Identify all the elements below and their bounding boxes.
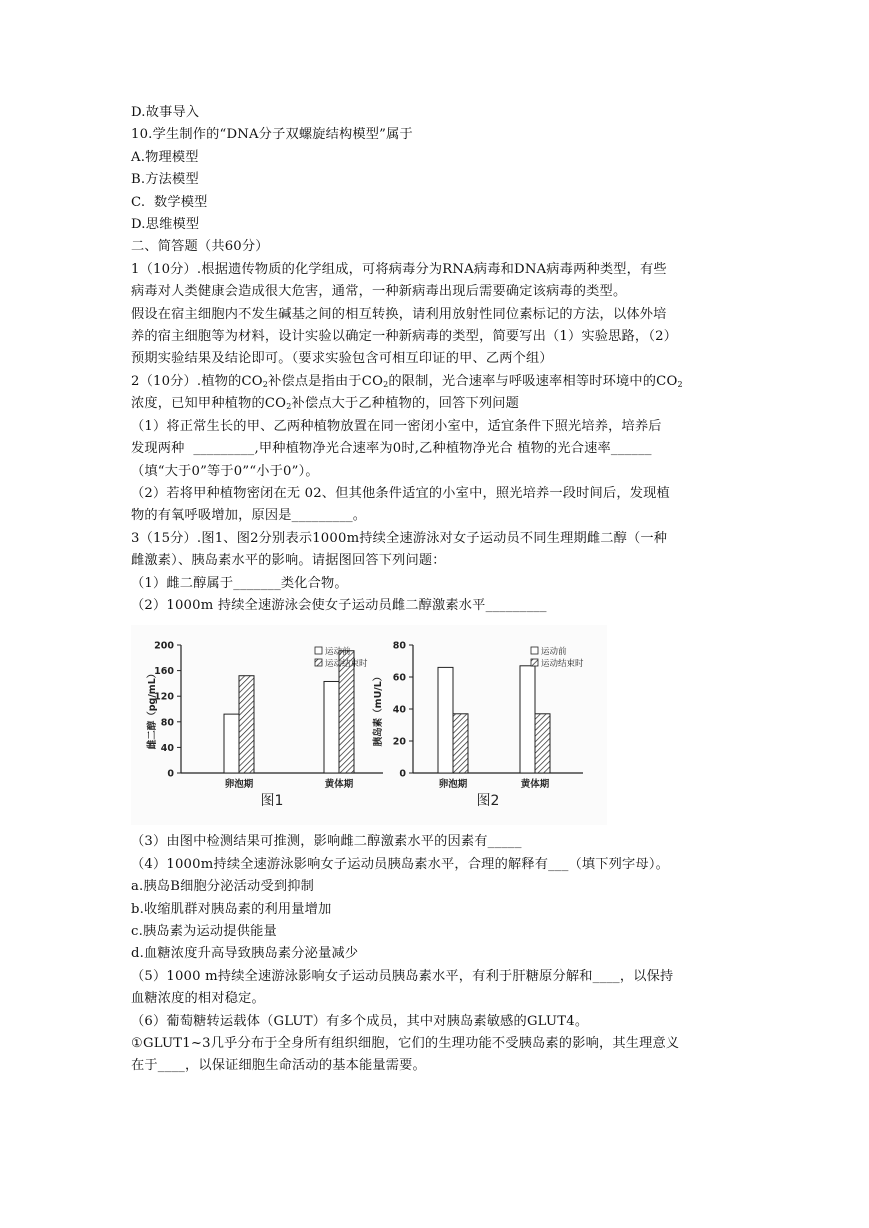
text-line: 血糖浓度的相对稳定。	[131, 991, 265, 1007]
y-tick-label: 20	[392, 736, 406, 748]
legend-label: 运动前	[541, 647, 567, 658]
x-category-label: 卵泡期	[224, 779, 254, 791]
y-tick-label: 80	[392, 640, 406, 652]
figure-charts	[131, 625, 607, 825]
text-line: （6）葡萄糖转运载体（GLUT）有多个成员，其中对胰岛素敏感的GLUT4。	[131, 1013, 589, 1029]
option-d: d.血糖浓度升高导致胰岛素分泌量减少	[131, 946, 359, 962]
text-block-top	[131, 102, 741, 371]
option-b: B.方法模型	[131, 172, 199, 188]
legend-swatch	[531, 659, 538, 666]
text-line: （5）1000 m持续全速游泳影响女子运动员胰岛素水平，有利于肝糖原分解和____，以保持	[131, 968, 674, 984]
text-line: 3（15分）.图1、图2分别表示1000m持续全速游泳对女子运动员不同生理期雌二醇（一种	[131, 530, 668, 546]
legend-label: 运动前	[325, 647, 351, 658]
document-page	[131, 102, 741, 1078]
question-10: 10.学生制作的“DNA分子双螺旋结构模型”属于	[131, 127, 413, 143]
text-line: 雌激素）、胰岛素水平的影响。请据图回答下列问题：	[131, 553, 446, 569]
text-line: D.故事导入	[131, 105, 200, 120]
text-line: （填“大于0”等于0”“小于0”）。	[131, 463, 319, 479]
text-line: 养的宿主细胞等为材料，设计实验以确定一种新病毒的类型，简要写出（1）实验思路，（2）	[131, 329, 678, 345]
bar-after	[339, 651, 354, 773]
text-line: ①GLUT1~3几乎分布于全身所有组织细胞，它们的生理功能不受胰岛素的影响，其生理意义	[131, 1036, 680, 1051]
question-2-block	[131, 371, 741, 617]
bar-before	[438, 668, 453, 774]
legend-label: 运动结束时	[325, 659, 368, 670]
figure-title: 图2	[476, 793, 500, 810]
y-tick-label: 0	[167, 768, 174, 780]
bar-after	[239, 676, 254, 773]
text-line: （1）将正常生长的甲、乙两种植物放置在同一密闭小室中，适宜条件下照光培养，培养后	[131, 418, 662, 434]
text-line: 1（10分）.根据遗传物质的化学组成，可将病毒分为RNA病毒和DNA病毒两种类型，有些	[131, 261, 667, 277]
y-tick-label: 0	[399, 768, 406, 780]
option-c: C. 数学模型	[131, 194, 208, 210]
text-line: （2）若将甲种植物密闭在无 02、但其他条件适宜的小室中，照光培养一段时间后，发现植	[131, 485, 670, 501]
y-tick-label: 60	[392, 672, 406, 684]
option-a: a.胰岛B细胞分泌活动受到抑制	[131, 879, 314, 895]
text-line: 假设在宿主细胞内不发生碱基之间的相互转换，请利用放射性同位素标记的方法，以体外培	[131, 306, 667, 322]
legend-swatch	[315, 647, 322, 654]
option-a: A.物理模型	[131, 149, 199, 165]
legend-label: 运动结束时	[541, 659, 584, 670]
option-d: D.思维模型	[131, 217, 200, 233]
bar-before	[520, 666, 535, 773]
text-line: （3）由图中检测结果可推测，影响雌二醇激素水平的因素有_____	[131, 834, 522, 850]
legend-swatch	[315, 659, 322, 666]
section-heading: 二、简答题（共60分）	[131, 239, 269, 255]
bar-after	[535, 714, 550, 773]
text-line: （4）1000m持续全速游泳影响女子运动员胰岛素水平，合理的解释有___（填下列字母）。	[131, 856, 669, 872]
option-b: b.收缩肌群对胰岛素的利用量增加	[131, 901, 332, 917]
text-line: 2（10分）.植物的$CO_2$补偿点是指由于$CO_2$的限制，光合速率与呼吸速率相等时环境中的$CO_2$	[131, 373, 683, 389]
option-c: c.胰岛素为运动提供能量	[131, 923, 277, 939]
y-tick-label: 200	[154, 640, 174, 652]
legend-swatch	[531, 647, 538, 654]
charts-svg	[131, 625, 607, 825]
y-tick-label: 120	[154, 692, 174, 704]
figure-title: 图1	[260, 793, 284, 810]
x-category-label: 卵泡期	[438, 779, 468, 791]
text-line: 预期实验结果及结论即可。（要求实验包含可相互印证的甲、乙两个组）	[131, 351, 553, 367]
y-axis-label: 胰岛素（mU/L）	[373, 672, 384, 747]
bar-before	[224, 714, 239, 773]
text-line: 物的有氧呼吸增加，原因是_________。	[131, 508, 367, 524]
y-tick-label: 160	[154, 666, 174, 678]
text-line: 浓度，已知甲种植物的$CO_2$补偿点大于乙种植物的，回答下列问题	[131, 396, 520, 412]
x-category-label: 黄体期	[520, 779, 550, 791]
text-line: （1）雌二醇属于_______类化合物。	[131, 575, 348, 591]
text-line: （2）1000m 持续全速游泳会使女子运动员雌二醇激素水平_________	[131, 597, 547, 613]
bar-after	[453, 714, 468, 773]
text-block-bottom	[131, 831, 741, 1077]
bar-before	[324, 682, 339, 774]
y-tick-label: 40	[392, 704, 406, 716]
text-line: 发现两种 _________,甲种植物净光合速率为0时,乙种植物净光合 植物的光合速率______	[131, 441, 652, 457]
text-line: 在于____，以保证细胞生命活动的基本能量需要。	[131, 1058, 426, 1074]
y-axis-label: 雌二醇（pg/mL）	[147, 669, 158, 750]
y-tick-label: 40	[160, 743, 174, 755]
y-tick-label: 80	[160, 717, 174, 729]
text-line: 病毒对人类健康会造成很大危害，通常，一种新病毒出现后需要确定该病毒的类型。	[131, 284, 627, 300]
x-category-label: 黄体期	[324, 779, 354, 791]
